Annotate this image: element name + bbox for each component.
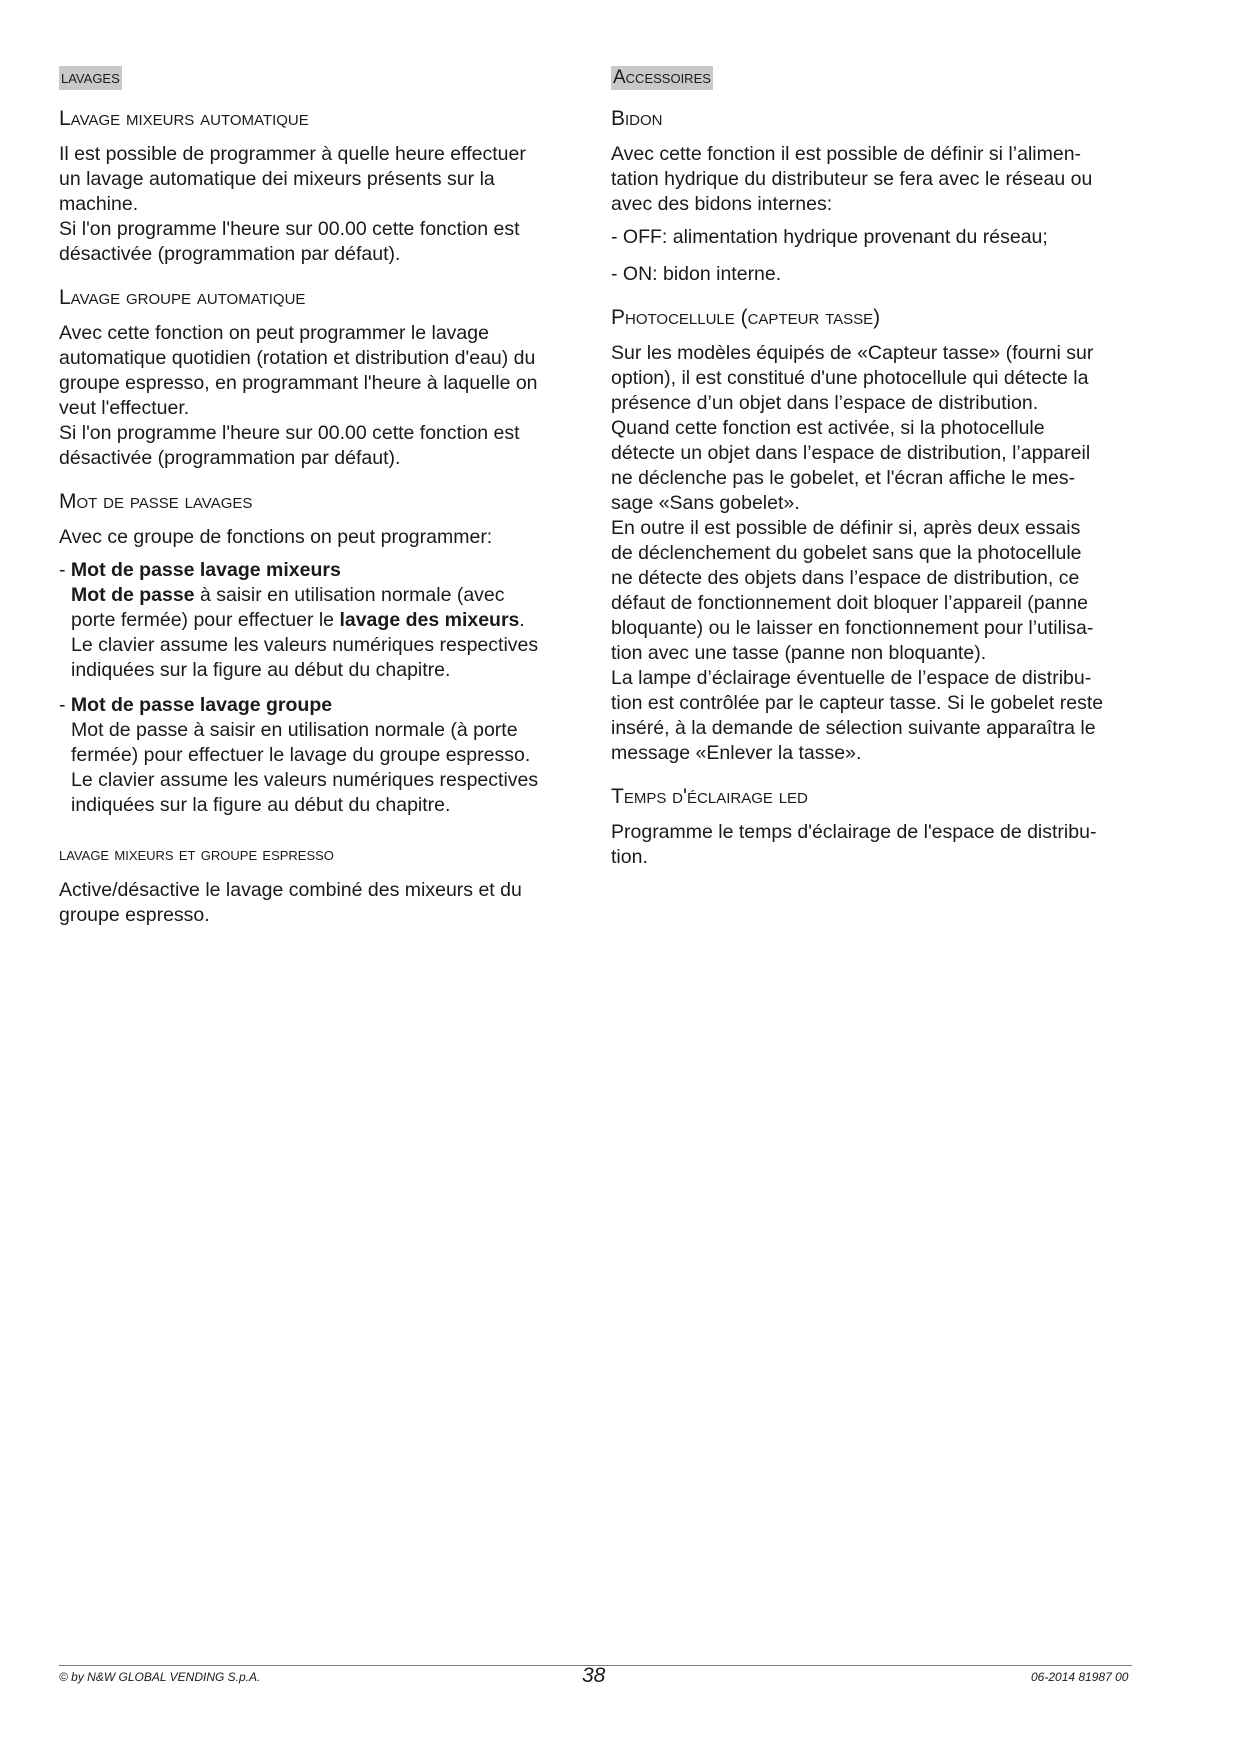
page-number: 38 bbox=[582, 1664, 606, 1687]
left-column bbox=[59, 66, 574, 946]
heading-lavage-mixeurs-et-groupe: lavage mixeurs et groupe espresso bbox=[59, 844, 334, 865]
paragraph-temps-eclairage-led: Programme le temps d'éclairage de l'espace de distribu- tion. bbox=[611, 821, 1097, 868]
footer-document-code: 06-2014 81987 00 bbox=[1031, 1670, 1129, 1684]
paragraph-lavage-mixeurs-automatique: Il est possible de programmer à quelle heure effectuer un lavage automatique dei mixeurs présents sur la machine. Si l'on programme l'heure sur 00.00 cette fonction est désactivée (programmation par défaut). bbox=[59, 143, 526, 265]
heading-mot-de-passe-lavages: Mot de passe lavages bbox=[59, 490, 253, 513]
heading-photocellule: Photocellule (capteur tasse) bbox=[611, 306, 881, 329]
option-off: - OFF: alimentation hydrique provenant du réseau; bbox=[611, 226, 1048, 248]
paragraph-lavage-mixeurs-et-groupe: Active/désactive le lavage combiné des mixeurs et du groupe espresso. bbox=[59, 879, 522, 926]
heading-lavage-mixeurs-automatique: Lavage mixeurs automatique bbox=[59, 107, 309, 130]
heading-temps-eclairage-led: Temps d'éclairage led bbox=[611, 785, 808, 808]
heading-lavage-groupe-automatique: Lavage groupe automatique bbox=[59, 286, 306, 309]
right-column bbox=[611, 66, 1131, 888]
heading-bidon: Bidon bbox=[611, 107, 663, 130]
section-heading-lavages: lavages bbox=[61, 67, 120, 88]
footer-copyright: © by N&W GLOBAL VENDING S.p.A. bbox=[59, 1670, 261, 1684]
paragraph-photocellule: Sur les modèles équipés de «Capteur tasse» (fourni sur option), il est constitué d'une photocellule qui détecte la présence d’un objet dans l’espace de distribution. Quand cette fonction est activée, si la photocellule détecte un objet dans l’espace de distribution, l’appareil ne déclenche pas le gobelet, et l'écran affiche le mes- sage «Sans gobelet». En outre il est possible de définir si, après deux essais de déclenchement du gobelet sans que la photocellule ne détecte des objets dans l’espace de distribution, ce défaut de fonctionnement doit bloquer l’appareil (panne bloquante) ou le laisser en fonctionnement pour l’utilisa- tion avec une tasse (panne non bloquante). La lampe d’éclairage éventuelle de l’espace de distribu- tion est contrôlée par le capteur tasse. Si le gobelet reste inséré, à la demande de sélection suivante apparaîtra le message «Enlever la tasse». bbox=[611, 342, 1104, 764]
section-heading-accessoires: Accessoires bbox=[613, 67, 711, 88]
list-item-mot-de-passe-mixeurs: - Mot de passe lavage mixeurs Mot de passe à saisir en utilisation normale (avec porte fermée) pour effectuer le lavage des mixeurs. Le clavier assume les valeurs numériques respectives indiquées sur la figure au début du chapitre. bbox=[59, 559, 539, 681]
option-on: - ON: bidon interne. bbox=[611, 263, 782, 285]
paragraph-bidon: Avec cette fonction il est possible de définir si l’alimen- tation hydrique du distributeur se fera avec le réseau ou avec des bidons internes: bbox=[611, 143, 1093, 215]
paragraph-mot-de-passe-intro: Avec ce groupe de fonctions on peut programmer: bbox=[59, 526, 493, 548]
list-item-mot-de-passe-groupe: - Mot de passe lavage groupe Mot de passe à saisir en utilisation normale (à porte fermée) pour effectuer le lavage du groupe espresso. Le clavier assume les valeurs numériques respectives indiquées sur la figure au début du chapitre. bbox=[59, 694, 539, 816]
paragraph-lavage-groupe-automatique: Avec cette fonction on peut programmer le lavage automatique quotidien (rotation et distribution d'eau) du groupe espresso, en programmant l'heure à laquelle on veut l'effectuer. Si l'on programme l'heure sur 00.00 cette fonction est désactivée (programmation par défaut). bbox=[59, 322, 538, 469]
